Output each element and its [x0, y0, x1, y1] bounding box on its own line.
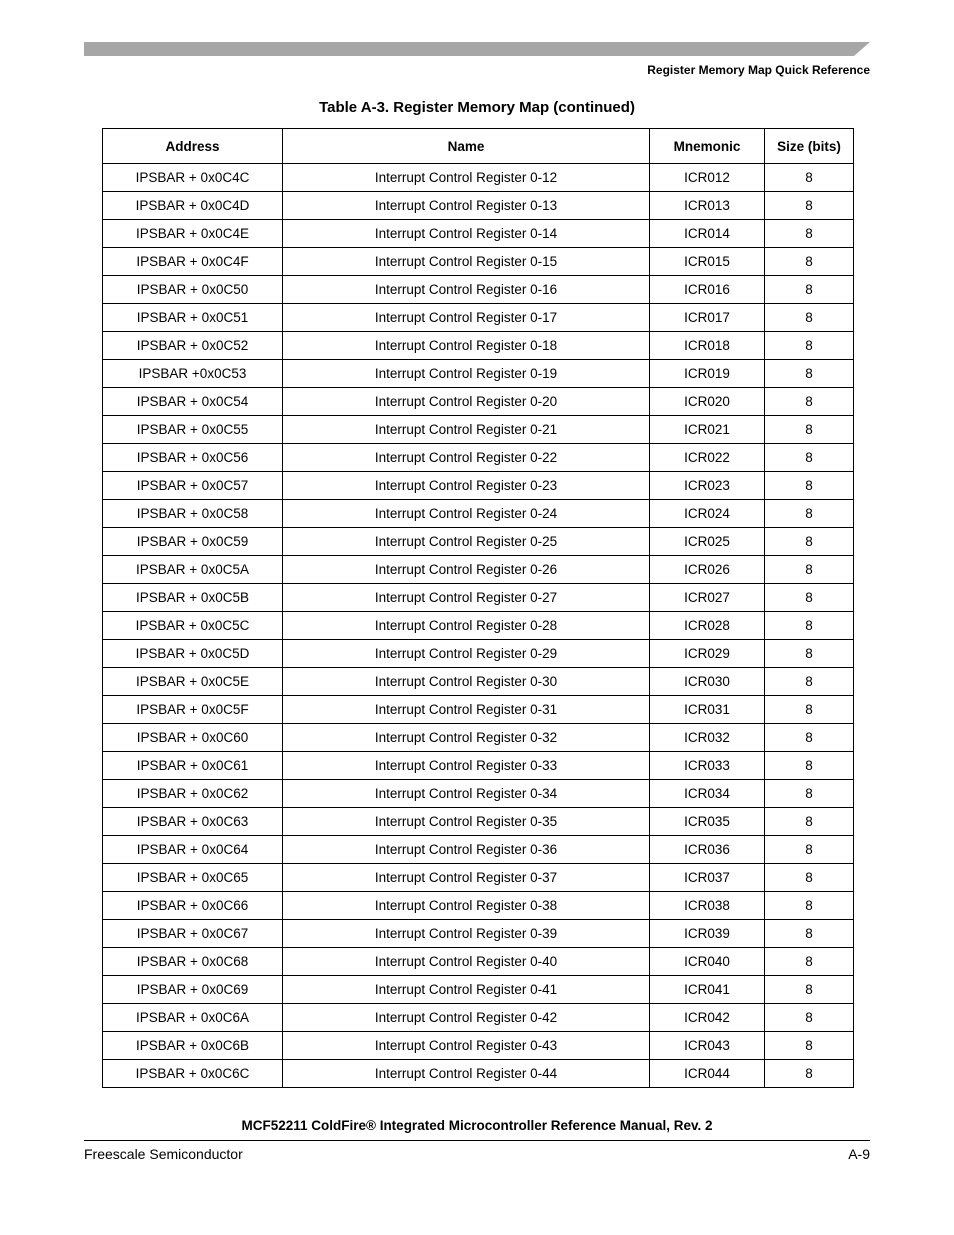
- column-header-mnemonic: Mnemonic: [650, 129, 765, 164]
- table-row: [103, 472, 854, 500]
- table-row: [103, 416, 854, 444]
- size-cell: 8: [765, 500, 854, 528]
- mnemonic-cell: ICR026: [650, 556, 765, 584]
- mnemonic-cell: ICR024: [650, 500, 765, 528]
- name-cell: Interrupt Control Register 0-21: [283, 416, 650, 444]
- table-row: [103, 696, 854, 724]
- mnemonic-cell: ICR014: [650, 220, 765, 248]
- mnemonic-cell: ICR012: [650, 164, 765, 192]
- table-row: [103, 724, 854, 752]
- address-cell: IPSBAR + 0x0C6A: [103, 1004, 283, 1032]
- table-row: [103, 528, 854, 556]
- mnemonic-cell: ICR021: [650, 416, 765, 444]
- table-row: [103, 808, 854, 836]
- name-cell: Interrupt Control Register 0-26: [283, 556, 650, 584]
- size-cell: 8: [765, 1060, 854, 1088]
- mnemonic-cell: ICR019: [650, 360, 765, 388]
- address-cell: IPSBAR + 0x0C6C: [103, 1060, 283, 1088]
- size-cell: 8: [765, 444, 854, 472]
- table-row: [103, 248, 854, 276]
- address-cell: IPSBAR + 0x0C52: [103, 332, 283, 360]
- address-cell: IPSBAR + 0x0C63: [103, 808, 283, 836]
- footer-company: Freescale Semiconductor: [84, 1146, 243, 1162]
- size-cell: 8: [765, 472, 854, 500]
- size-cell: 8: [765, 248, 854, 276]
- mnemonic-cell: ICR030: [650, 668, 765, 696]
- column-header-size: Size (bits): [765, 129, 854, 164]
- mnemonic-cell: ICR038: [650, 892, 765, 920]
- mnemonic-cell: ICR025: [650, 528, 765, 556]
- mnemonic-cell: ICR043: [650, 1032, 765, 1060]
- name-cell: Interrupt Control Register 0-40: [283, 948, 650, 976]
- mnemonic-cell: ICR013: [650, 192, 765, 220]
- size-cell: 8: [765, 640, 854, 668]
- name-cell: Interrupt Control Register 0-24: [283, 500, 650, 528]
- name-cell: Interrupt Control Register 0-35: [283, 808, 650, 836]
- table-row: [103, 1032, 854, 1060]
- size-cell: 8: [765, 1004, 854, 1032]
- address-cell: IPSBAR + 0x0C57: [103, 472, 283, 500]
- address-cell: IPSBAR + 0x0C60: [103, 724, 283, 752]
- name-cell: Interrupt Control Register 0-37: [283, 864, 650, 892]
- column-header-address: Address: [103, 129, 283, 164]
- address-cell: IPSBAR + 0x0C5E: [103, 668, 283, 696]
- mnemonic-cell: ICR042: [650, 1004, 765, 1032]
- mnemonic-cell: ICR017: [650, 304, 765, 332]
- mnemonic-cell: ICR028: [650, 612, 765, 640]
- size-cell: 8: [765, 836, 854, 864]
- table-row: [103, 668, 854, 696]
- table-row: [103, 276, 854, 304]
- address-cell: IPSBAR + 0x0C4F: [103, 248, 283, 276]
- size-cell: 8: [765, 976, 854, 1004]
- name-cell: Interrupt Control Register 0-25: [283, 528, 650, 556]
- size-cell: 8: [765, 1032, 854, 1060]
- address-cell: IPSBAR + 0x0C61: [103, 752, 283, 780]
- size-cell: 8: [765, 948, 854, 976]
- mnemonic-cell: ICR029: [650, 640, 765, 668]
- mnemonic-cell: ICR031: [650, 696, 765, 724]
- mnemonic-cell: ICR044: [650, 1060, 765, 1088]
- table-row: [103, 388, 854, 416]
- name-cell: Interrupt Control Register 0-29: [283, 640, 650, 668]
- table-row: [103, 444, 854, 472]
- table-row: [103, 780, 854, 808]
- size-cell: 8: [765, 920, 854, 948]
- mnemonic-cell: ICR034: [650, 780, 765, 808]
- table-row: [103, 976, 854, 1004]
- mnemonic-cell: ICR036: [650, 836, 765, 864]
- address-cell: IPSBAR + 0x0C5C: [103, 612, 283, 640]
- size-cell: 8: [765, 892, 854, 920]
- name-cell: Interrupt Control Register 0-27: [283, 584, 650, 612]
- mnemonic-cell: ICR037: [650, 864, 765, 892]
- mnemonic-cell: ICR041: [650, 976, 765, 1004]
- size-cell: 8: [765, 808, 854, 836]
- size-cell: 8: [765, 164, 854, 192]
- register-memory-map-table: [102, 128, 854, 1088]
- address-cell: IPSBAR + 0x0C5B: [103, 584, 283, 612]
- table-row: [103, 920, 854, 948]
- address-cell: IPSBAR + 0x0C54: [103, 388, 283, 416]
- size-cell: 8: [765, 752, 854, 780]
- size-cell: 8: [765, 332, 854, 360]
- table-row: [103, 612, 854, 640]
- table-row: [103, 640, 854, 668]
- size-cell: 8: [765, 584, 854, 612]
- name-cell: Interrupt Control Register 0-44: [283, 1060, 650, 1088]
- mnemonic-cell: ICR040: [650, 948, 765, 976]
- table-header-row: [103, 129, 854, 164]
- address-cell: IPSBAR + 0x0C5A: [103, 556, 283, 584]
- name-cell: Interrupt Control Register 0-43: [283, 1032, 650, 1060]
- size-cell: 8: [765, 696, 854, 724]
- address-cell: IPSBAR + 0x0C69: [103, 976, 283, 1004]
- size-cell: 8: [765, 668, 854, 696]
- mnemonic-cell: ICR016: [650, 276, 765, 304]
- name-cell: Interrupt Control Register 0-18: [283, 332, 650, 360]
- mnemonic-cell: ICR023: [650, 472, 765, 500]
- name-cell: Interrupt Control Register 0-38: [283, 892, 650, 920]
- name-cell: Interrupt Control Register 0-34: [283, 780, 650, 808]
- address-cell: IPSBAR + 0x0C55: [103, 416, 283, 444]
- address-cell: IPSBAR + 0x0C62: [103, 780, 283, 808]
- footer-page-number: A-9: [848, 1146, 870, 1162]
- size-cell: 8: [765, 416, 854, 444]
- mnemonic-cell: ICR027: [650, 584, 765, 612]
- address-cell: IPSBAR + 0x0C68: [103, 948, 283, 976]
- name-cell: Interrupt Control Register 0-14: [283, 220, 650, 248]
- mnemonic-cell: ICR022: [650, 444, 765, 472]
- name-cell: Interrupt Control Register 0-15: [283, 248, 650, 276]
- mnemonic-cell: ICR032: [650, 724, 765, 752]
- table-row: [103, 164, 854, 192]
- address-cell: IPSBAR + 0x0C67: [103, 920, 283, 948]
- table-row: [103, 836, 854, 864]
- name-cell: Interrupt Control Register 0-39: [283, 920, 650, 948]
- address-cell: IPSBAR + 0x0C64: [103, 836, 283, 864]
- mnemonic-cell: ICR020: [650, 388, 765, 416]
- address-cell: IPSBAR + 0x0C51: [103, 304, 283, 332]
- address-cell: IPSBAR + 0x0C66: [103, 892, 283, 920]
- size-cell: 8: [765, 360, 854, 388]
- address-cell: IPSBAR + 0x0C5F: [103, 696, 283, 724]
- address-cell: IPSBAR + 0x0C56: [103, 444, 283, 472]
- address-cell: IPSBAR + 0x0C4D: [103, 192, 283, 220]
- name-cell: Interrupt Control Register 0-33: [283, 752, 650, 780]
- name-cell: Interrupt Control Register 0-19: [283, 360, 650, 388]
- table-row: [103, 1004, 854, 1032]
- table-row: [103, 220, 854, 248]
- name-cell: Interrupt Control Register 0-41: [283, 976, 650, 1004]
- table-title: Table A-3. Register Memory Map (continued): [319, 99, 635, 116]
- size-cell: 8: [765, 780, 854, 808]
- column-header-name: Name: [283, 129, 650, 164]
- address-cell: IPSBAR + 0x0C6B: [103, 1032, 283, 1060]
- size-cell: 8: [765, 864, 854, 892]
- name-cell: Interrupt Control Register 0-28: [283, 612, 650, 640]
- table-row: [103, 360, 854, 388]
- table-row: [103, 752, 854, 780]
- size-cell: 8: [765, 556, 854, 584]
- name-cell: Interrupt Control Register 0-13: [283, 192, 650, 220]
- name-cell: Interrupt Control Register 0-42: [283, 1004, 650, 1032]
- name-cell: Interrupt Control Register 0-20: [283, 388, 650, 416]
- name-cell: Interrupt Control Register 0-16: [283, 276, 650, 304]
- table-row: [103, 192, 854, 220]
- table-row: [103, 556, 854, 584]
- size-cell: 8: [765, 724, 854, 752]
- table-row: [103, 1060, 854, 1088]
- mnemonic-cell: ICR035: [650, 808, 765, 836]
- name-cell: Interrupt Control Register 0-30: [283, 668, 650, 696]
- mnemonic-cell: ICR018: [650, 332, 765, 360]
- address-cell: IPSBAR + 0x0C58: [103, 500, 283, 528]
- footer-divider: [84, 1140, 870, 1141]
- name-cell: Interrupt Control Register 0-17: [283, 304, 650, 332]
- table-row: [103, 948, 854, 976]
- address-cell: IPSBAR + 0x0C50: [103, 276, 283, 304]
- mnemonic-cell: ICR039: [650, 920, 765, 948]
- name-cell: Interrupt Control Register 0-22: [283, 444, 650, 472]
- name-cell: Interrupt Control Register 0-32: [283, 724, 650, 752]
- name-cell: Interrupt Control Register 0-12: [283, 164, 650, 192]
- table-row: [103, 584, 854, 612]
- size-cell: 8: [765, 304, 854, 332]
- address-cell: IPSBAR + 0x0C5D: [103, 640, 283, 668]
- size-cell: 8: [765, 276, 854, 304]
- size-cell: 8: [765, 192, 854, 220]
- mnemonic-cell: ICR015: [650, 248, 765, 276]
- name-cell: Interrupt Control Register 0-36: [283, 836, 650, 864]
- running-head: Register Memory Map Quick Reference: [647, 63, 870, 77]
- table-row: [103, 304, 854, 332]
- size-cell: 8: [765, 612, 854, 640]
- address-cell: IPSBAR + 0x0C65: [103, 864, 283, 892]
- table-row: [103, 332, 854, 360]
- address-cell: IPSBAR + 0x0C4E: [103, 220, 283, 248]
- footer-manual-title: MCF52211 ColdFire® Integrated Microcontroller Reference Manual, Rev. 2: [241, 1118, 713, 1133]
- size-cell: 8: [765, 528, 854, 556]
- header-bar: [84, 42, 870, 56]
- table-row: [103, 892, 854, 920]
- address-cell: IPSBAR + 0x0C59: [103, 528, 283, 556]
- mnemonic-cell: ICR033: [650, 752, 765, 780]
- table-row: [103, 864, 854, 892]
- table-row: [103, 500, 854, 528]
- address-cell: IPSBAR + 0x0C4C: [103, 164, 283, 192]
- name-cell: Interrupt Control Register 0-31: [283, 696, 650, 724]
- table-body: [103, 164, 854, 1088]
- name-cell: Interrupt Control Register 0-23: [283, 472, 650, 500]
- address-cell: IPSBAR +0x0C53: [103, 360, 283, 388]
- size-cell: 8: [765, 220, 854, 248]
- size-cell: 8: [765, 388, 854, 416]
